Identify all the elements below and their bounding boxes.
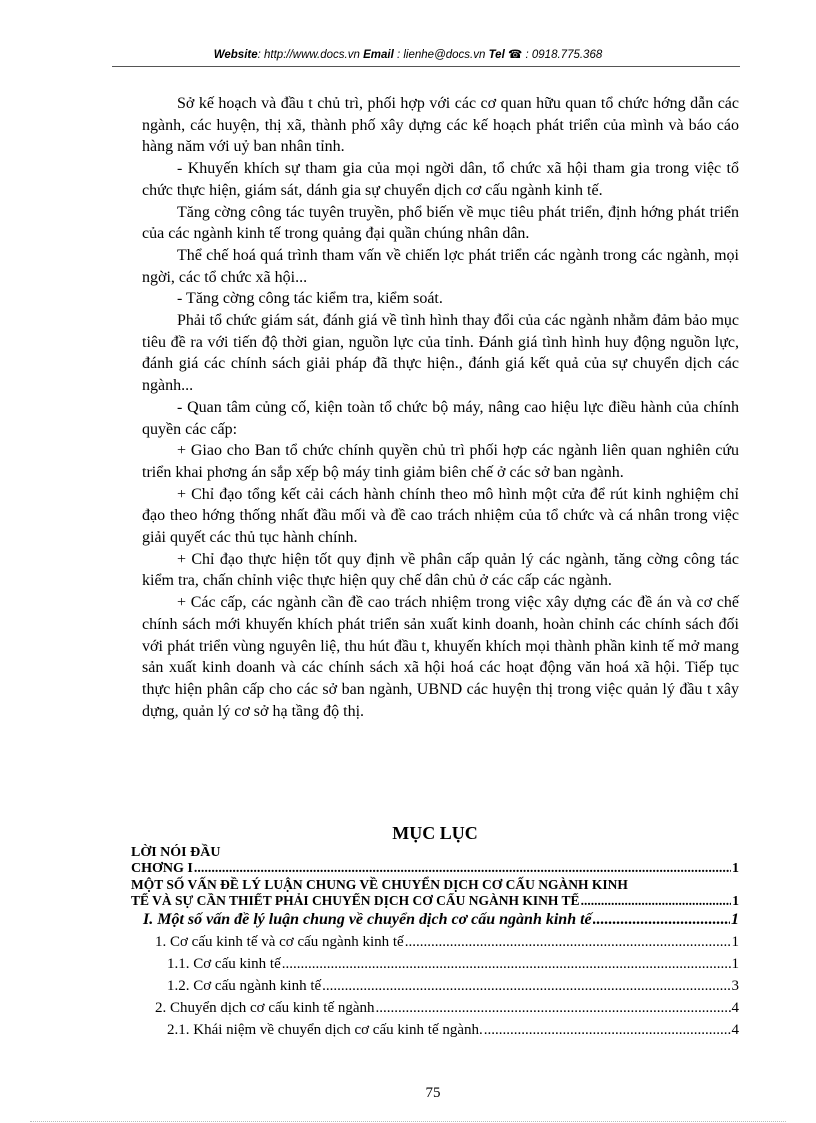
toc-preface[interactable]: LỜI NÓI ĐẦU — [131, 845, 221, 860]
toc-entry-text: 1.2. Cơ cấu ngành kinh tế — [167, 978, 322, 994]
paragraph: Sở kế hoạch và đầu t chủ trì, phối hợp với các cơ quan hữu quan tổ chức hớng dẫn các ngành, các huyện, thị xã, thành phố xây dựng các kế hoạch phát triển của mình và báo cáo hàng năm với uỷ ban nhân tỉnh. — [142, 95, 739, 156]
toc-entry[interactable] — [131, 1019, 739, 1041]
paragraph: + Giao cho Ban tổ chức chính quyền chủ trì phối hợp các ngành liên quan nghiên cứu triển khai phơng án sắp xếp bộ máy tinh giảm biên chế ở các sở ban ngành. — [142, 442, 739, 481]
toc-page-number: 4 — [731, 1000, 739, 1016]
toc-page-number: 1 — [731, 911, 739, 928]
paragraph: + Các cấp, các ngành cần đề cao trách nhiệm trong việc xây dựng các đề án và cơ chế chính sách mới khuyến khích phát triển sản xuất kinh doanh, hoàn chỉnh các chính sách đối với phát triển vùng nguyên liệ, thu hút đầu t, khuyến khích mọi thành phần kinh tế mở mang sản xuất kinh doanh và các chính sách xã hội hoá các hoạt động văn hoá xã hội. Tiếp tục thực hiện phân cấp cho các sở ban ngành, UBND các huyện thị trong việc quản lý đầu t xây dựng, quản lý cơ sở hạ tầng độ thị. — [142, 594, 739, 720]
toc-leader — [322, 975, 730, 997]
tel-label: Tel — [488, 49, 505, 61]
page-number: 75 — [425, 1085, 441, 1101]
paragraph: Phải tổ chức giám sát, đánh giá về tình hình thay đổi của các ngành nhằm đảm bảo mục tiêu đề ra với tiến độ thời gian, nguồn lực của tỉnh. Đánh giá tình hình huy động nguồn lực, đánh giá các chính sách giải pháp đã thực hiện., đánh giá kết quả của sự chuyển dịch các ngành... — [142, 312, 739, 395]
toc-page-number: 3 — [731, 978, 739, 994]
toc-entry[interactable] — [131, 931, 739, 953]
toc-entry[interactable] — [131, 909, 739, 931]
toc-chapter[interactable] — [131, 861, 739, 877]
toc-entry-text: 2.1. Khái niệm về chuyển dịch cơ cấu kinh tế ngành. — [167, 1022, 483, 1038]
toc-title: MỤC LỤC — [392, 823, 478, 843]
table-of-contents — [131, 845, 739, 1041]
tel-value: ☎ : 0918.775.368 — [507, 49, 603, 61]
paragraph: - Tăng cờng công tác kiểm tra, kiểm soát. — [177, 290, 443, 308]
toc-page-number: 1 — [732, 861, 739, 876]
paragraph: - Khuyến khích sự tham gia của mọi ngời dân, tổ chức xã hội tham gia trong việc tổ chức thực hiện, giám sát, dánh gia sự chuyển dịch cơ cấu ngành kinh tế. — [142, 160, 739, 199]
toc-page-number: 1 — [731, 934, 739, 950]
toc-chapter-title-line1[interactable]: MỘT SỐ VẤN ĐỀ LÝ LUẬN CHUNG VỀ CHUYỂN DỊCH CƠ CẤU NGÀNH KINH — [131, 877, 628, 892]
email-value[interactable]: : lienhe@docs.vn — [396, 49, 486, 61]
toc-leader — [282, 953, 731, 975]
toc-page-number: 1 — [732, 893, 739, 908]
website-value[interactable]: : http://www.docs.vn — [257, 49, 360, 61]
toc-entry-text: 1. Cơ cấu kinh tế và cơ cấu ngành kinh tế — [155, 934, 404, 950]
website-label: Website — [213, 49, 258, 61]
toc-entry[interactable] — [131, 997, 739, 1019]
toc-chapter-label: CHƠNG I — [131, 861, 193, 876]
toc-entry[interactable] — [131, 953, 739, 975]
toc-chapter-title-line2[interactable] — [131, 893, 739, 909]
page-header — [0, 47, 816, 61]
paragraph: + Chỉ đạo tổng kết cải cách hành chính theo mô hình một cửa để rút kinh nghiệm chỉ đạo theo hớng thống nhất đầu mối và đề cao trách nhiệm của tổ chức và cá nhân trong việc giải quyết các thủ tục hành chính. — [142, 485, 739, 547]
email-label: Email — [363, 49, 394, 61]
toc-entry-text: TẾ VÀ SỰ CẦN THIẾT PHẢI CHUYỂN DỊCH CƠ CẤU NGÀNH KINH TẾ — [131, 893, 580, 908]
toc-entry-text: 1.1. Cơ cấu kinh tế — [167, 956, 281, 972]
header-divider — [112, 66, 740, 67]
toc-entry-text: I. Một số vấn đề lý luận chung về chuyển dịch cơ cấu ngành kinh tế — [143, 911, 592, 928]
toc-leader — [194, 861, 731, 877]
body-text — [142, 93, 739, 722]
toc-leader — [593, 909, 730, 931]
toc-entry[interactable] — [131, 975, 739, 997]
paragraph: - Quan tâm củng cố, kiện toàn tổ chức bộ máy, nâng cao hiệu lực điều hành của chính quyền các cấp: — [142, 398, 739, 438]
paragraph: Thể chế hoá quá trình tham vấn về chiến lợc phát triển các ngành trong các ngành, mọi ngời, các tổ chức xã hội... — [142, 246, 739, 286]
toc-leader — [581, 893, 732, 909]
toc-entry-text: 2. Chuyển dịch cơ cấu kinh tế ngành — [155, 1000, 375, 1016]
toc-leader — [376, 997, 731, 1019]
toc-page-number: 4 — [731, 1022, 739, 1038]
toc-page-number: 1 — [731, 956, 739, 972]
page-bottom-divider — [30, 1121, 786, 1122]
toc-leader — [484, 1019, 731, 1041]
toc-leader — [405, 931, 731, 953]
paragraph: Tăng cờng công tác tuyên truyền, phổ biến về mục tiêu phát triển, định hớng phát triển của các ngành kinh tế trong quảng đại quần chúng nhân dân. — [142, 203, 739, 243]
paragraph: + Chỉ đạo thực hiện tốt quy định về phân cấp quản lý các ngành, tăng cờng công tác kiểm tra, chấn chỉnh việc thực hiện quy chế dân chủ ở các cấp các ngành. — [142, 550, 739, 590]
